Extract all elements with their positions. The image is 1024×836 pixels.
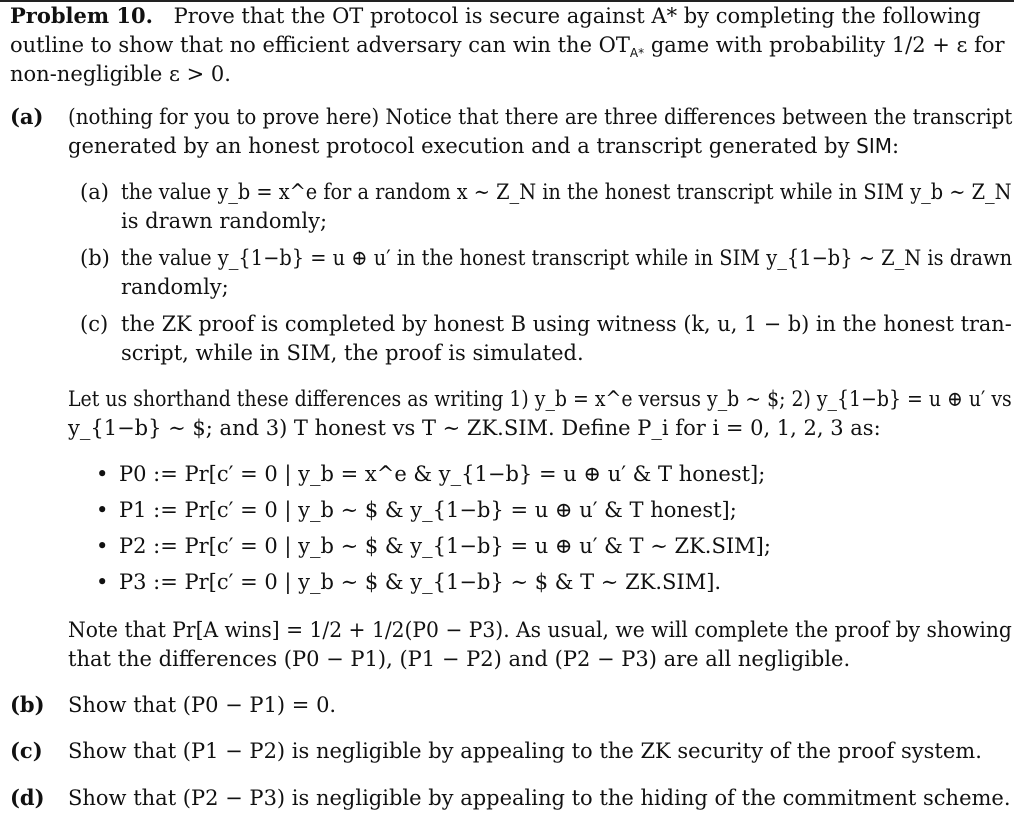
bullet-icon: • bbox=[96, 462, 109, 486]
note-1: Note that Pr[A wins] = 1/2 + 1/2(P0 − P3). As usual, we will complete the proof by showing bbox=[68, 618, 1012, 642]
diff-a-line-1: the value y_b = x^e for a random x ∼ Z_N in the honest transcript while in SIM y_b ∼ Z_N bbox=[121, 180, 1012, 204]
diff-a-label: (a) bbox=[80, 180, 109, 204]
problem-label: Problem 10. bbox=[10, 3, 153, 28]
def-p1: P1 := Pr[c′ = 0 | y_b ∼ $ & y_{1−b} = u ⊕ u′ & T honest]; bbox=[119, 498, 737, 522]
diff-b-label: (b) bbox=[80, 246, 110, 270]
diff-a-line-2: is drawn randomly; bbox=[121, 209, 328, 233]
top-rule bbox=[0, 0, 1014, 2]
bullet-icon: • bbox=[96, 498, 109, 522]
part-d-label: (d) bbox=[10, 785, 45, 810]
diff-c-label: (c) bbox=[80, 312, 109, 336]
part-b-text: Show that (P0 − P1) = 0. bbox=[68, 693, 337, 717]
problem-intro-2-sub: A* bbox=[629, 46, 645, 61]
problem-intro-3: non-negligible ε > 0. bbox=[10, 62, 231, 86]
part-a-text-2a: generated by an honest protocol execution and a transcript generated by bbox=[68, 134, 857, 158]
part-b-label: (b) bbox=[10, 692, 45, 717]
bullet-icon: • bbox=[96, 570, 109, 594]
problem-intro-line-2 bbox=[10, 33, 1005, 61]
part-a-label: (a) bbox=[10, 104, 44, 129]
def-p3: P3 := Pr[c′ = 0 | y_b ∼ $ & y_{1−b} ∼ $ & T ∼ ZK.SIM]. bbox=[119, 570, 722, 594]
part-a-text-2c: : bbox=[892, 134, 900, 158]
def-p2: P2 := Pr[c′ = 0 | y_b ∼ $ & y_{1−b} = u ⊕ u′ & T ∼ ZK.SIM]; bbox=[119, 534, 771, 558]
note-2: that the differences (P0 − P1), (P1 − P2) and (P2 − P3) are all negligible. bbox=[68, 647, 851, 671]
shorthand-1: Let us shorthand these differences as writing 1) y_b = x^e versus y_b ∼ $; 2) y_{1−b} = u ⊕ u′ vs bbox=[68, 387, 1012, 411]
diff-c-line-2: script, while in SIM, the proof is simulated. bbox=[121, 341, 584, 365]
part-c-text: Show that (P1 − P2) is negligible by appealing to the ZK security of the proof system. bbox=[68, 739, 982, 763]
problem-intro-1: Prove that the OT protocol is secure against A* by completing the following bbox=[173, 4, 981, 28]
part-a-text-1: (nothing for you to prove here) Notice that there are three differences between the transcript bbox=[68, 105, 1013, 129]
problem-intro-line-1 bbox=[10, 4, 981, 28]
bullet-icon: • bbox=[96, 534, 109, 558]
problem-intro-2: outline to show that no efficient adversary can win the OT bbox=[10, 33, 630, 57]
part-a-text-2 bbox=[68, 134, 899, 158]
diff-c-line-1: the ZK proof is completed by honest B using witness (k, u, 1 − b) in the honest tran- bbox=[121, 312, 1012, 336]
shorthand-2: y_{1−b} ∼ $; and 3) T honest vs T ∼ ZK.SIM. Define P_i for i = 0, 1, 2, 3 as: bbox=[68, 416, 881, 440]
def-p0: P0 := Pr[c′ = 0 | y_b = x^e & y_{1−b} = u ⊕ u′ & T honest]; bbox=[119, 462, 766, 486]
part-a-text-2b: SIM bbox=[856, 134, 893, 158]
diff-b-line-1: the value y_{1−b} = u ⊕ u′ in the honest transcript while in SIM y_{1−b} ∼ Z_N is drawn bbox=[121, 246, 1013, 270]
problem-intro-2-end: game with probability 1/2 + ε for bbox=[650, 33, 1005, 57]
diff-b-line-2: randomly; bbox=[121, 275, 229, 299]
part-c-label: (c) bbox=[10, 738, 43, 763]
part-d-text: Show that (P2 − P3) is negligible by appealing to the hiding of the commitment scheme. bbox=[68, 786, 1011, 810]
